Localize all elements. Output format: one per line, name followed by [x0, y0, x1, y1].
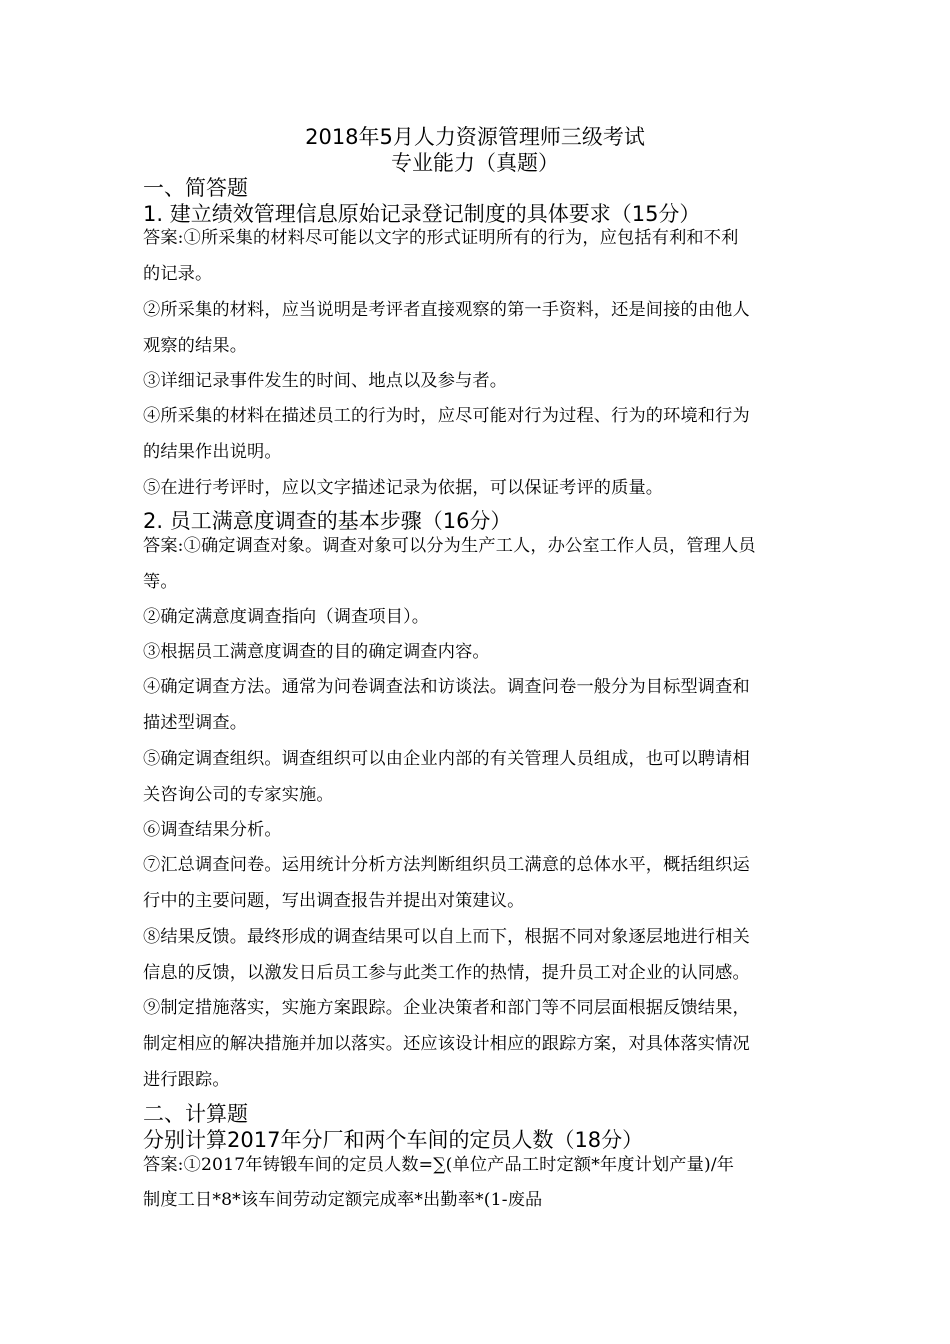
- answer-line: ⑤确定调查组织。调查组织可以由企业内部的有关管理人员组成，也可以聘请相: [143, 749, 750, 769]
- document-title: 2018年5月人力资源管理师三级考试: [305, 125, 645, 149]
- answer-line: 描述型调查。: [143, 713, 248, 733]
- answer-line: 信息的反馈，以激发日后员工参与此类工作的热情，提升员工对企业的认同感。: [143, 963, 750, 983]
- answer-line: ⑧结果反馈。最终形成的调查结果可以自上而下，根据不同对象逐层地进行相关: [143, 927, 750, 947]
- section-heading: 一、简答题: [143, 176, 248, 200]
- answer-line: ②确定满意度调查指向（调查项目）。: [143, 607, 430, 627]
- answer-line: ⑦汇总调查问卷。运用统计分析方法判断组织员工满意的总体水平，概括组织运: [143, 855, 750, 875]
- answer-line: ③详细记录事件发生的时间、地点以及参与者。: [143, 371, 508, 391]
- question-heading: 1. 建立绩效管理信息原始记录登记制度的具体要求（15分）: [143, 202, 701, 226]
- answer-line: 答案:①2017年铸锻车间的定员人数=∑(单位产品工时定额*年度计划产量)/年: [143, 1155, 735, 1175]
- answer-line: 观察的结果。: [143, 336, 248, 356]
- question-heading: 分别计算2017年分厂和两个车间的定员人数（18分）: [143, 1128, 644, 1152]
- answer-line: ③根据员工满意度调查的目的确定调查内容。: [143, 642, 490, 662]
- answer-line: ⑤在进行考评时，应以文字描述记录为依据，可以保证考评的质量。: [143, 478, 664, 498]
- answer-line: 制度工日*8*该车间劳动定额完成率*出勤率*(1-废品: [143, 1190, 543, 1210]
- answer-line: 答案:①确定调查对象。调查对象可以分为生产工人，办公室工作人员，管理人员: [143, 536, 756, 556]
- answer-line: ④确定调查方法。通常为问卷调查法和访谈法。调查问卷一般分为目标型调查和: [143, 677, 750, 697]
- answer-line: ⑨制定措施落实，实施方案跟踪。企业决策者和部门等不同层面根据反馈结果，: [143, 998, 750, 1018]
- answer-line: 的记录。: [143, 264, 213, 284]
- answer-line: ⑥调查结果分析。: [143, 820, 282, 840]
- section-heading: 二、计算题: [143, 1102, 248, 1126]
- answer-line: ②所采集的材料，应当说明是考评者直接观察的第一手资料，还是间接的由他人: [143, 300, 750, 320]
- answer-line: 进行跟踪。: [143, 1070, 230, 1090]
- answer-line: ④所采集的材料在描述员工的行为时，应尽可能对行为过程、行为的环境和行为: [143, 406, 750, 426]
- answer-line: 的结果作出说明。: [143, 442, 282, 462]
- answer-line: 行中的主要问题，写出调查报告并提出对策建议。: [143, 891, 525, 911]
- question-heading: 2. 员工满意度调查的基本步骤（16分）: [143, 509, 512, 533]
- answer-line: 制定相应的解决措施并加以落实。还应该设计相应的跟踪方案，对具体落实情况: [143, 1034, 750, 1054]
- document-subtitle: 专业能力（真题）: [391, 151, 559, 175]
- answer-line: 关咨询公司的专家实施。: [143, 785, 334, 805]
- answer-line: 答案:①所采集的材料尽可能以文字的形式证明所有的行为，应包括有利和不利: [143, 228, 739, 248]
- answer-line: 等。: [143, 572, 178, 592]
